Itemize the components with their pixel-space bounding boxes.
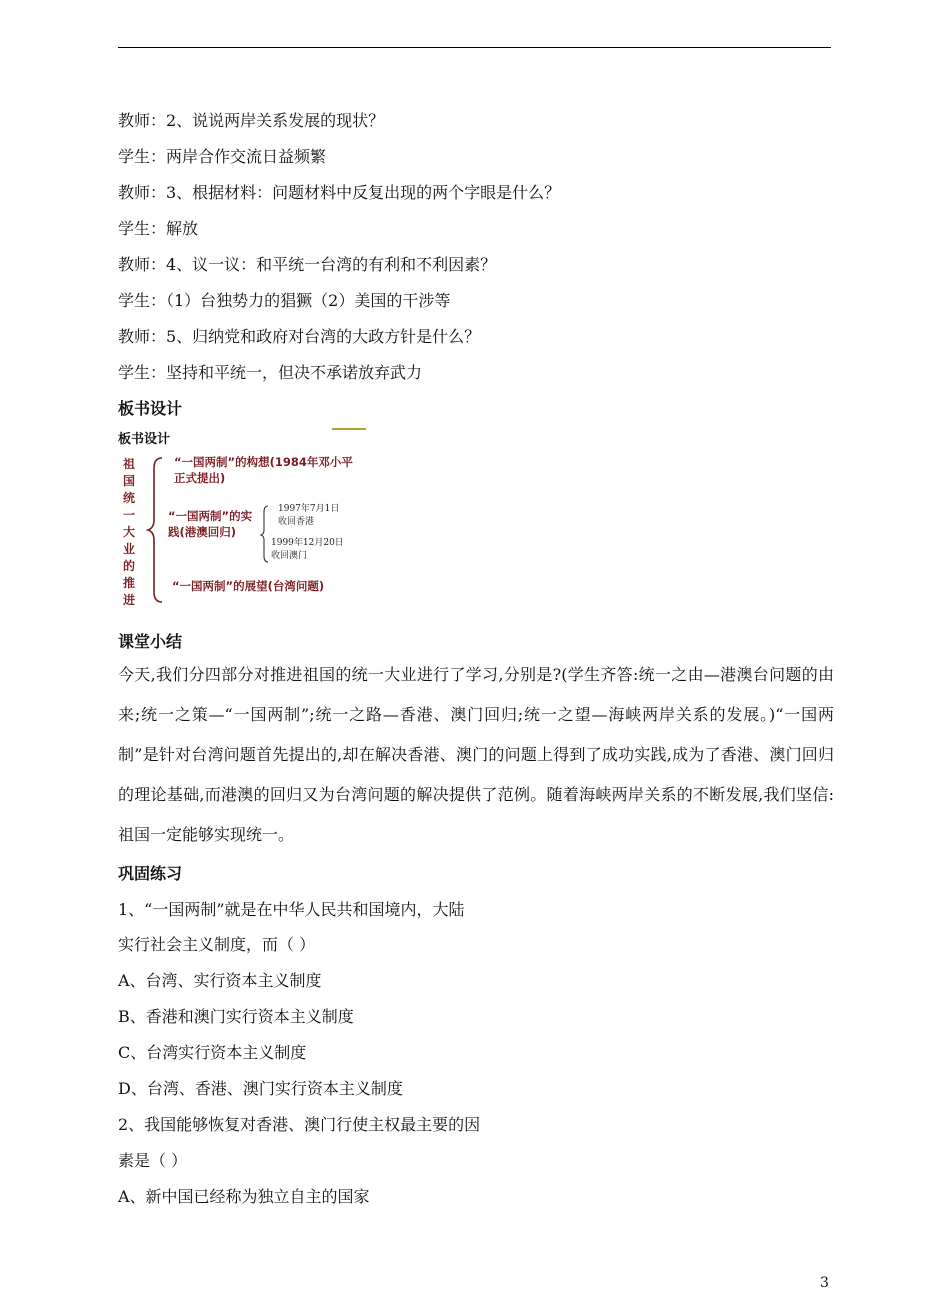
- practice-line: 2、我国能够恢复对香港、澳门行使主权最主要的因: [118, 1115, 481, 1134]
- practice-option: C、台湾实行资本主义制度: [118, 1043, 307, 1062]
- board-item-outlook: “一国两制”的展望(台湾问题): [172, 579, 325, 593]
- board-item-concept: “一国两制”的构想(1984年邓小平正式提出): [174, 455, 353, 485]
- header-rule: [118, 47, 831, 48]
- dialogue-line: 学生：两岸合作交流日益频繁: [118, 147, 327, 166]
- practice-heading: 巩固练习: [118, 864, 183, 883]
- dialogue-line: 教师：3、根据材料：问题材料中反复出现的两个字眼是什么？: [118, 183, 561, 202]
- board-diagram: [116, 424, 376, 610]
- practice-option: B、香港和澳门实行资本主义制度: [118, 1007, 354, 1026]
- summary-paragraph: 今天,我们分四部分对推进祖国的统一大业进行了学习,分别是?(学生齐答:统一之由—港澳台问题的由来;统一之策—“一国两制”;统一之路—香港、澳门回归;统一之望—海峡两岸关系的发展。)“一国两制”是针对台湾问题首先提出的,却在解决香港、澳门的问题上得到了成功实践,成为了香港、澳门回归的理论基础,而港澳的回归又为台湾问题的解决提供了范例。随着海峡两岸关系的不断发展,我们坚信:祖国一定能够实现统一。: [118, 665, 834, 844]
- practice-line: 素是（ ）: [118, 1151, 188, 1170]
- dialogue-line: 学生：坚持和平统一，但决不承诺放弃武力: [118, 363, 423, 382]
- practice-option: A、新中国已经称为独立自主的国家: [118, 1187, 370, 1206]
- board-item-practice: “一国两制”的实践(港澳回归): [168, 509, 253, 539]
- dialogue-line: 教师：4、议一议：和平统一台湾的有利和不利因素？: [118, 255, 497, 274]
- practice-option: A、台湾、实行资本主义制度: [118, 971, 322, 990]
- dialogue-line: 学生：解放: [118, 219, 199, 238]
- practice-line: 1、“一国两制”就是在中华人民共和国境内，大陆: [118, 900, 465, 919]
- practice-option: D、台湾、香港、澳门实行资本主义制度: [118, 1079, 403, 1098]
- board-main-topic: 祖国统一大业的推进: [122, 457, 135, 607]
- summary-heading: 课堂小结: [118, 632, 183, 651]
- dialogue-line: 学生：（1）台独势力的猖獗（2）美国的干涉等: [118, 291, 451, 310]
- board-sub-text-hk: 收回香港: [278, 517, 315, 527]
- dialogue-line: 教师：2、说说两岸关系发展的现状？: [118, 111, 385, 130]
- dialogue-line: 教师：5、归纳党和政府对台湾的大政方针是什么？: [118, 327, 481, 346]
- board-sub-text-mo: 收回澳门: [271, 551, 308, 561]
- board-diagram-title: 板书设计: [118, 432, 171, 447]
- board-sub-date-hk: 1997年7月1日: [278, 504, 340, 514]
- practice-line: 实行社会主义制度，而（ ）: [118, 935, 316, 954]
- board-design-heading: 板书设计: [118, 399, 183, 418]
- page-number: 3: [820, 1275, 829, 1291]
- board-sub-date-mo: 1999年12月20日: [271, 538, 344, 548]
